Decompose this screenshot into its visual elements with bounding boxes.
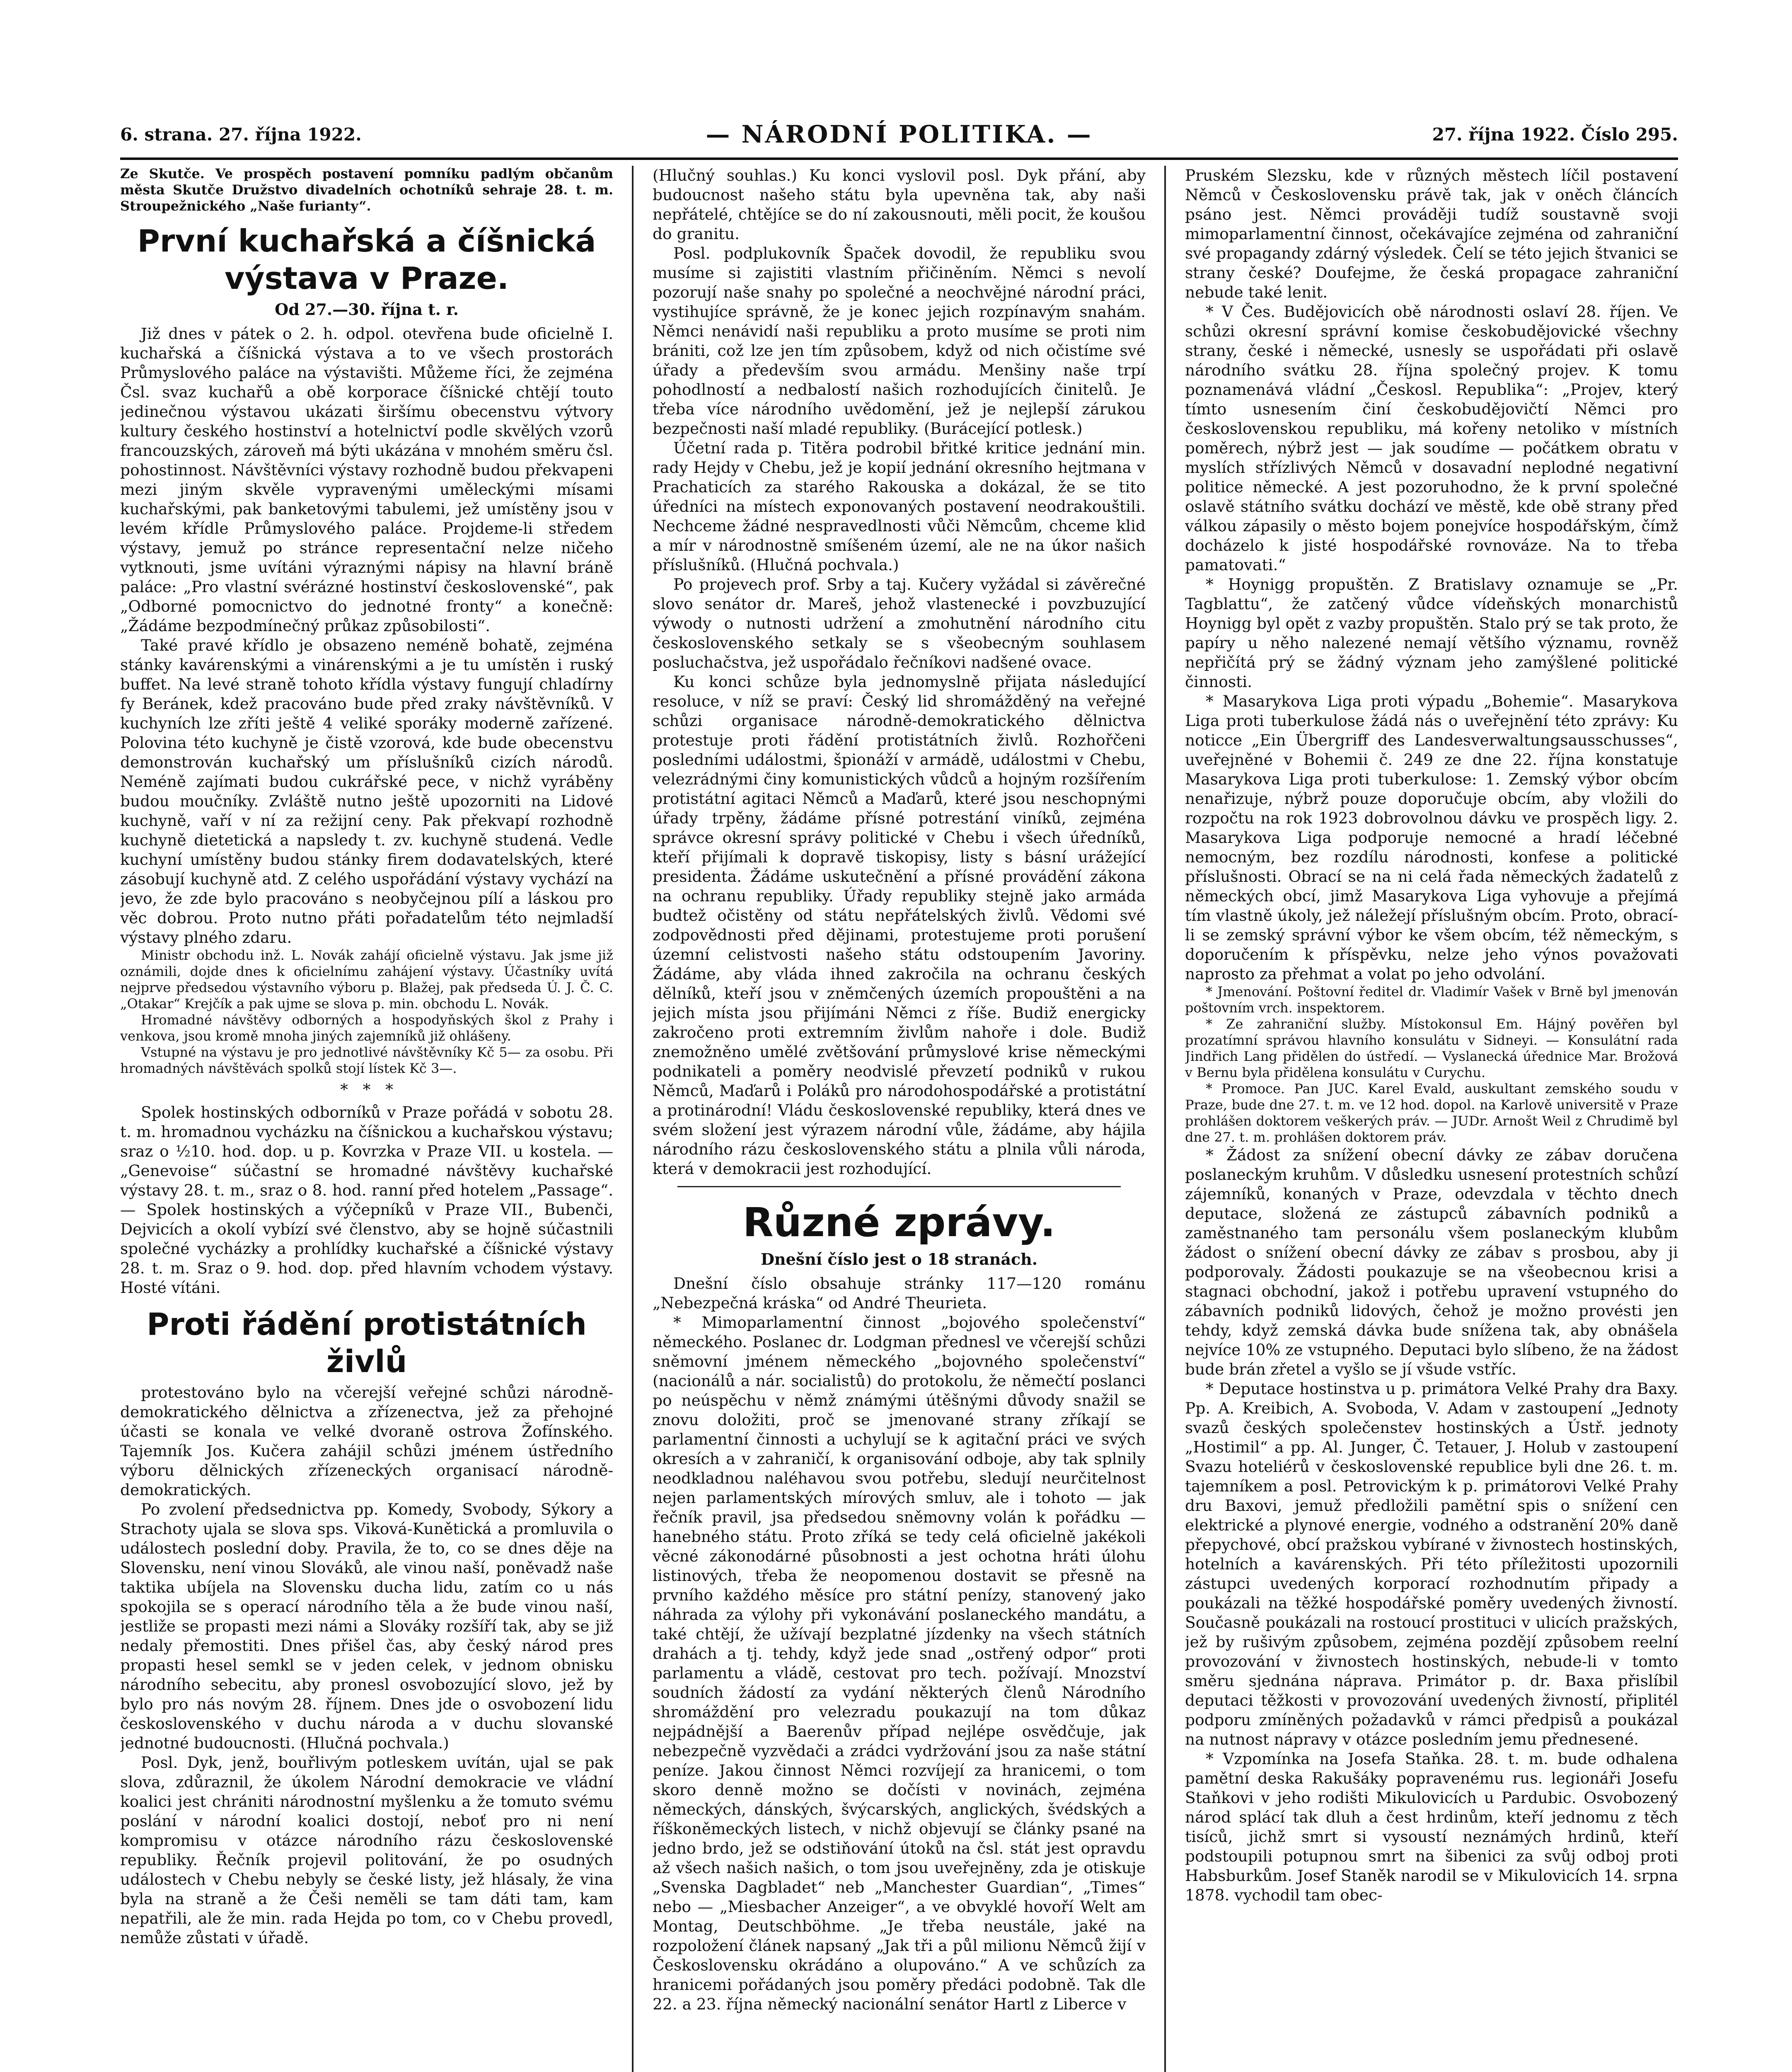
- column-3: [1185, 166, 1678, 2072]
- article-paragraph: Účetní rada p. Titěra podrobil břitké kritice jednání min. rady Hejdy v Chebu, jež je kopií jednání okresního hejtmana v Prachaticích za starého Rakouska a dokázal, že se tito úředníci na místech exponovaných postavení neodrakouštili. Nechceme žádné nespravedlnosti vůči Němcům, chceme klid a mír v národnostně smíšeném území, ale ne na úkor našich příslušníků. (Hlučná pochvala.): [653, 439, 1146, 574]
- article-paragraph: Po projevech prof. Srby a taj. Kučery vyžádal si závěrečné slovo senátor dr. Mareš, jehož vlastenecké i povzbuzující výwody o nutnosti udržení a zmohutnění národního citu československého setkaly se s všeobecným souhlasem posluchačstva, jež uspořádalo řečníkovi nadšené ovace.: [653, 575, 1146, 671]
- news-item: * Hoynigg propuštěn. Z Bratislavy oznamuje se „Pr. Tagblattu“, že zatčený vůdce vídeňských monarchistů Hoynigg byl opět z vazby propuštěn. Stalo prý se tak proto, že papíry u něho nalezené nemají většího významu, rovněž nepřičítá prý se žádný význam jeho zamýšlené politické činnosti.: [1185, 575, 1678, 691]
- news-item: * Ze zahraniční služby. Místokonsul Em. Hájný pověřen byl prozatímní správou hlavního konsulátu v Sidneyi. — Konsulátní rada Jindřich Lang přidělen do ústředí. — Vyslanecká úřednice Mar. Brožová v Bernu byla přidělena konsulátu v Curychu.: [1185, 1016, 1678, 1080]
- article-paragraph: Také pravé křídlo je obsazeno neméně bohatě, zejména stánky kavárenskými a vinárenskými a je tu umístěn i ruský buffet. Na levé straně tohoto křídla výstavy fungují chladírny fy Beránek, kdež pracováno bude před zraky návštěvníků. V kuchyních lze zříti ještě 4 veliké sporáky moderně zařízené. Polovina této kuchyně je čistě vzorová, kde bude obecenstvu demonstrován kuchařský um příslušníků cizích národů. Neméně zajímati budou cukrářské pece, v nichž vyráběny budou moučníky. Zvláště nutno ještě upozorniti na Lidové kuchyně, vaří v ní za režijní ceny. Pak překvapí rozhodně kuchyně dietetická a napsledy t. zv. kuchyně studená. Vedle kuchyní umístěny budou stánky firem dodavatelských, které zásobují kuchyně atd. Z celého uspořádání výstavy vychází na jevo, že zde bylo pracováno s neobyčejnou pílí a láskou pro věc dobrou. Proto nutno přáti pořadatelům této nejmladší výstavy plného zdaru.: [120, 636, 613, 946]
- issue-date-number: 27. října 1922. Číslo 295.: [1432, 124, 1678, 145]
- article-paragraph: Po zvolení předsednictva pp. Komedy, Svobody, Sýkory a Strachoty ujala se slova sps. Viková-Kunětická a promluvila o událostech poslední doby. Pravila, že to, co se dnes děje na Slovensku, není vinou Slováků, ale vinou naší, poněvadž naše taktika ubíjela na Slovensku ducha lidu, zatím co u nás spokojila se s operací národního těla a že bude vinou naší, jestliže se propasti mezi námi a Slováky rozšíří tak, aby se již nedaly přemostiti. Dnes přišel čas, aby český národ pres propasti hesel semkl se v jeden celek, v jednom obnisku národního sebecitu, aby pronesl osvobozující slovo, jež by bylo pro nás novým 28. říjnem. Dnes jde o osvobození lidu československého v duchu národa a v duchu slovanské jednotné budoucnosti. (Hlučná pochvala.): [120, 1500, 613, 1752]
- news-item: * Jmenování. Poštovní ředitel dr. Vladimír Vašek v Brně byl jmenován poštovním vrch. inspektorem.: [1185, 984, 1678, 1016]
- news-item: * Vzpomínka na Josefa Staňka. 28. t. m. bude odhalena pamětní deska Rakušáky popravenému rus. legionáři Josefu Staňkovi v jeho rodišti Mikulovicích u Pardubic. Osvobozený národ splácí tak dluh a čest hrdinům, kteří jednomu z těch tisíců, jichž smrt si vysoustí neznámých hrdinů, kteří podstoupili potupnou smrt na šibenici za svůj odboj proti Habsburkům. Josef Staněk narodil se v Mikulovicích 14. srpna 1878. vychodil tam obec-: [1185, 1750, 1678, 1904]
- column-rule: [1164, 166, 1166, 2072]
- pages-notice: Dnešní číslo jest o 18 stranách.: [760, 1250, 1038, 1268]
- article-paragraph: Posl. podplukovník Špaček dovodil, že republiku svou musíme si zajistiti vlastním přičiněním. Němci s nevolí pozorují naše snahy po společné a neochvějné národní práci, vystihujíce správně, že je konec jejich rozpínavým snahám. Němci nenávidí naši republiku a proto musíme se proti nim brániti, což lze jen tím způsobem, když od nich očistíme své úřady a především svou armádu. Menšiny naše trpí pohodlností a nedbalostí našich rozhodujících činitelů. Je třeba více národního uvědomění, jež je nejlepší zárukou bezpečnosti naší mladé republiky. (Burácející potlesk.): [653, 244, 1146, 438]
- page-number-date: 6. strana. 27. října 1922.: [120, 124, 362, 145]
- column-rule: [632, 166, 634, 2072]
- article-paragraph: Již dnes v pátek o 2. h. odpol. otevřena bude oficielně I. kuchařská a číšnická výstava a to ve všech prostorách Průmyslového paláce na výstavišti. Můžeme říci, že zejména Čsl. svaz kuchařů a obě korporace číšnické chtějí touto jedinečnou výstavou ukázati širšímu obecenstvu výtvory kultury českého hostinství a hotelnictví podle skvělých vzorů francouzských, zároveň má býti ukázána v mnohém směru čsl. pohostinnost. Návštěvníci výstavy rozhodně budou překvapeni mezi jiným skvěle vypravenými uměleckými mísami kuchařskými, pak banketovými tabulemi, jež umístěny jsou v levém křídle Průmyslového paláce. Projdeme-li středem výstavy, jemuž po stránce representační nelze ničeho vytknouti, jsme uvítáni výraznými nápisy na hlavní bráně paláce: „Pro vlastní svérázné hostinství československé“, pak „Odborné pomocnictvo do jednotné fronty“ a konečně: „Žádáme bezpodmínečný průkaz způsobilosti“.: [120, 324, 613, 635]
- headline-exhibition: První kuchařská a číšnická výstava v Praze.: [137, 223, 596, 296]
- news-item: * Promoce. Pan JUC. Karel Evald, auskultant zemského soudu v Praze, bude dne 27. t. m. ve 12 hod. dopol. na Karlově universitě v Praze prohlášen doktorem veškerých práv. — JUDr. Arnošt Weil z Chrudimě byl dne 27. t. m. prohlášen doktorem práv.: [1185, 1081, 1678, 1145]
- news-item: * Deputace hostinstva u p. primátora Velké Prahy dra Baxy. Pp. A. Kreibich, A. Svoboda, V. Adam v zastoupení „Jednoty svazů českých společenstev hostinských a Ústř. jednoty „Hostimil“ a pp. Al. Junger, Č. Tetauer, J. Holub v zastoupení Svazu hoteliérů v československé republice byli dne 26. t. m. tajemníkem a posl. Petrovickým k p. primátorovi Velké Prahy dru Baxovi, jemuž předložili pamětní spis o snížení cen elektrické a plynové energie, vodného a odstranění 20% daně přepychové, obcí pražskou vybírané v živnostech hostinských, hotelních a kavárenských. Při této příležitosti upozornili zástupci uvedených korporací rozhodnutím připady a poukázali na těžké hospodářské poměry uvedených živností. Současně poukázali na rostoucí prostituci v ulicích pražských, jež by rušivým způsobem, zejména pozdějí způsobem reelní provozování v živnostech hostinských, nebude-li v tomto směru sjednána náprava. Primátor p. dr. Baxa přislíbil deputaci těžkosti v provozování uvedených živností, připlitél podporu zmíněných požadavků v rámci předpisů a poukázal na nutnost nápravy v otázce posledním jemu přednesené.: [1185, 1380, 1678, 1748]
- column-1: [120, 166, 613, 2072]
- news-paragraph: Pruském Slezsku, kde v různých městech líčil postavení Němců v Československu právě tak, jak v oněch článcích psáno jest. Němci prováději tudíž soustavně svoji mimoparlamentní činnost, očekávajíce zejména od zahraniční své propagandy zdárný výsledek. Čelí se této jejich štvanici se strany české? Doufejme, že česká propagace zahraniční nebude také lenit.: [1185, 166, 1678, 301]
- news-paragraph: Dnešní číslo obsahuje stránky 117—120 románu „Nebezpečná kráska“ od André Theurieta.: [653, 1274, 1146, 1312]
- masthead-title: — NÁRODNÍ POLITIKA. —: [706, 120, 1093, 148]
- news-item: * Žádost za snížení obecní dávky ze zábav doručena poslaneckým kruhům. V důsledku usnesení protestních schůzí zájemníků, konaných v Praze, odevzdala v těchto dnech deputace, složená ze zástupců zábavních podniků a zaměstnaného tam personálu všem poslaneckým klubům žádost o snížení obecní dávky ze zábav s prosbou, aby ji podporovaly. Žádosti poukazuje se na všeobecnou krisi a stagnaci obchodní, jakož i potřebu upravení vstupného do zábavních podniků lidových, čehož je možno provésti jen tehdy, když zemská dávka bude snížena tak, aby obnášela nejvíce 10% ze vstupného. Deputaci bylo slíbeno, že na žádost bude brán zřetel a vyšlo se jí všude vstříc.: [1185, 1146, 1678, 1378]
- news-paragraph: * Mimoparlamentní činnost „bojového společenství“ německého. Poslanec dr. Lodgman přednesl ve včerejší schůzi sněmovní jménem německého „bojovného společenství“ (nacionálů a nár. socialistů) do protokolu, že němečtí poslanci po neúspěchu v němž známými útěšnými důvody snažil se znovu doložiti, proč se jmenované strany zříkají se parlamentní činnosti a uchylují se k agitační práci ve svých okresích a v zahraničí, k organisování odboje, aby tak splnily neodkladnou naléhavou svou potřebu, sledují neurčitelnost nejen parlamentských mírových smluv, ale i tohoto — jak řečník pravil, jsa předsedou sněmovny volán k pořádku — hanebného státu. Proto zříká se tedy celá oficielně jakékoli věcné zákonodárné působnosti a jest ochotna hráti úlohu listinových, třeba že neopomenou dostavit se přesně na prvního každého měsíce pro státní penízy, stanovený jako náhrada za výlohy při vykonávání poslaneckého mandátu, a také chtějí, že užívají bezplatné jízdenky na všech státních drahách a tj. tehdy, když jede snad „ostřený odpor“ proti parlamentu a vládě, cestovat pro tech. požívají. Mnozství soudních žádostí za vydání některých členů Národního shromáždění pro velezradu poukazují na tom důkaz nejpádnější a Baerenův případ nejlépe osvědčuje, jak nebezpečně vyzvědači a zrádci vydržování jsou za naše státní peníze. Jakou činnost Němci rozvíjejí za hranicemi, o tom skoro denně možno se dočísti v novinách, zejména německých, dánských, švýcarských, anglických, švédských a říškoněmeckých listech, v nichž objevují se články psané na jedno brdo, jež se odstiňování útoků na čsl. stát jest opravdu až všech našich našich, o tom jsou uveřejněny, zda je otiskuje „Svenska Dagbladet“ neb „Manchester Guardian“, „Times“ nebo — „Miesbacher Anzeiger“, a ve obvyklé hovoří Welt am Montag, Deutschböhme. „Je třeba neustále, jaké na rozpoložení článek napsaný „Jak tři a půl milionu Němců žijí v Československu okrádáno a olupováno.“ A ve schůzích za hranicemi pořádaných jsou poměry předáci podobně. Tak dle 22. a 23. října německý nacionální senátor Hartl z Liberce v: [653, 1313, 1146, 2013]
- article-paragraph: (Hlučný souhlas.) Ku konci vyslovil posl. Dyk přání, aby budoucnost našeho státu byla upevněna tak, aby naši nepřátelé, chtějíce se do ní zakousnouti, měli pocit, že koušou do granitu.: [653, 166, 1146, 243]
- section-heading-news: Různé zprávy.: [742, 1199, 1056, 1246]
- resolution-paragraph: Ku konci schůze byla jednomyslně přijata následující resoluce, v níž se praví: Český lid shromážděný na veřejné schůzi organisace národně-demokratického dělnictva protestuje proti řádění protistátních živlů. Rozhořčeni posledními událostmi, špionáží v armádě, událostmi v Chebu, velezrádnými činy komunistických vůdců a hojným rozšířením protistátní agitaci Němců a Maďarů, které jsou neschopnými úřady trpěny, žádáme přísné potrestání viníků, zejména správce okresní správy politické v Chebu i všech úředníků, kteří přijímali k dopravě tiskopisy, listy s básní urážející presidenta. Žádáme uskutečnění a přísné provádění zákona na ochranu republiky. Úřady republiky stejně jako armáda budtež očistěny od státu nepřátelských živlů. Vědomi své zodpovědnosti před dějinami, protestujeme proti porušení územní celistvosti našeho státu odstoupením Javoriny. Žádáme, aby vláda ihned zakročila na ochranu českých dělníků, kteří jsou v zněmčených územích propouštěni a na jejich místa jsou přijímáni Němci z říše. Budiž energicky zakročeno proti extremním živlům nahoře i dole. Budiž znemožněno umělé zvětšování průmyslové krise německými podnikateli a poměry neodvislé převzetí podniků v rukou Němců, Maďarů i Poláků pro národohospodářské a protistátní a protinárodní! Vládu československé republiky, která dnes ve svém složení jest výrazem národní vůle, žádáme, aby hájila národního rázu československého státu a plnila vůli národa, která v demokracii jest rozhodující.: [653, 673, 1146, 1178]
- article-note: Hromadné návštěvy odborných a hospodyňských škol z Prahy i venkova, jsou kromě mnoha jiných zajemníků již ohlášeny.: [120, 1012, 613, 1044]
- separator-stars: * * *: [340, 1080, 393, 1099]
- article-note: Ministr obchodu inž. L. Novák zahájí oficielně výstavu. Jak jsme již oznámili, dojde dnes k oficielnímu zahájení výstavy. Účastníky uvítá nejprve předsedou výstavního výboru p. Blažej, pak předseda Ú. J. Č. C. „Otakar“ Krejčík a pak ujme se slova p. min. obchodu L. Novák.: [120, 947, 613, 1012]
- news-item: * V Čes. Budějovicích obě národnosti oslaví 28. říjen. Ve schůzi okresní správní komise českobudějovické všechny strany, české i německé, usnesly se uspořádati při oslavě národního svátku 28. října společný projev. K tomu poznamenává vládní „Českosl. Republika“: „Projev, který tímto usnesením činí českobudějovičtí Němci pro československou republiku, má kořeny netoliko v místních poměrech, nýbrž jest — jak soudíme — počátkem obratu v myslích střízlivých Němců v dosavadní neplodné negativní politice německé. A jest pozoruhodno, že k první společné oslavě státního svátku dochází ve městě, kde obě strany před válkou zápasily o město bojem ponejvíce hospodářským, čímž docházelo k jisté hospodářské rovnováze. Na to třeba pamatovati.“: [1185, 303, 1678, 574]
- headline-against-antistate: Proti řádění protistátních živlů: [147, 1307, 587, 1380]
- section-divider: [677, 1186, 1121, 1187]
- notice-skutec: Ze Skutče. Ve prospěch postavení pomníku padlým občanům města Skutče Družstvo divadelních ochotníků sehraje 28. t. m. Stroupežnického „Naše furianty“.: [120, 166, 613, 214]
- page-header: [120, 120, 1678, 160]
- article-paragraph: Posl. Dyk, jenž, bouřlivým potleskem uvítán, ujal se pak slova, zdůraznil, že úkolem Národní demokracie ve vládní koalici jest chrániti národnostní myšlenku a že tomuto svému poslání v národní koalici dostojí, neboť pro ni není kompromisu v otázce národního rázu československé republiky. Řečník projevil politování, že po osudných událostech v Chebu nebyly se české listy, jež hlásaly, že vina byla na straně a že Češi neměli se tam dáti tam, kam nepatřili, ale že min. rada Hejda po tom, co v Chebu provedl, nemůže zůstati v úřadě.: [120, 1753, 613, 1947]
- article-note: Vstupné na výstavu je pro jednotlivé návštěvníky Kč 5— za osobu. Při hromadných návštěvách spolků stojí lístek Kč 3—.: [120, 1044, 613, 1076]
- exhibition-dates: Od 27.—30. října t. r.: [275, 300, 459, 319]
- news-item: * Masarykova Liga proti výpadu „Bohemie“. Masarykova Liga proti tuberkulose žádá nás o uveřejnění této zprávy: Ku noticce „Ein Übergriff des Landesverwaltungsausschusses“, uveřejněné v Bohemii č. 249 ze dne 22. října konstatuje Masarykova Liga proti tuberkulose: 1. Zemský výbor obcím nenařizuje, nýbrž pouze doporučuje obcím, aby vložili do rozpočtu na rok 1923 dobrovolnou dávku ve prospěch ligy. 2. Masarykova Liga podporuje nemocné a hradí léčebné nemocným, bez rozdílu národnosti, konfese a politické příslušnosti. Obrací se na ni celá řada německých žadatelů z německých obcí, jimž Masarykova Liga vyhovuje a přejímá tím vlastně úkoly, jež náležejí příslušným obcím. Proto, obrací-li se zemský správní výbor ke všem obcím, též německým, s doporučením k příspěvku, nelze jeho výnos považovati naprosto za přehmat a volat po jeho odvolání.: [1185, 692, 1678, 983]
- column-2: [653, 166, 1146, 2072]
- article-paragraph: protestováno bylo na včerejší veřejné schůzi národně-demokratického dělnictva a zřízenectva, jež za přehojné účasti se konala ve velké dvoraně ostrova Žofínského. Tajemník Jos. Kučera zahájil schůzi jménem ústředního výboru dělnických zřízeneckých organisací národně-demokratických.: [120, 1383, 613, 1499]
- article-paragraph: Spolek hostinských odborníků v Praze pořádá v sobotu 28. t. m. hromadnou vycházku na číšnickou a kuchařskou výstavu; sraz o ½10. hod. dop. u p. Kovrzka v Praze VII. u kostela. — „Genevoise“ súčastní se hromadné návštěvy kuchařské výstavy 28. t. m., sraz o 8. hod. ranní před hotelem „Passage“. — Spolek hostinských a výčepníků v Praze VII., Bubenči, Dejvicích a okolí vybízí své členstvo, aby se hojně súčastnili společné vycházky a prohlídky kuchařské a číšnické výstavy 28. t. m. Sraz o 9. hod. dop. před hlavním vchodem výstavy. Hosté vítáni.: [120, 1103, 613, 1297]
- newspaper-page: [120, 120, 1678, 2072]
